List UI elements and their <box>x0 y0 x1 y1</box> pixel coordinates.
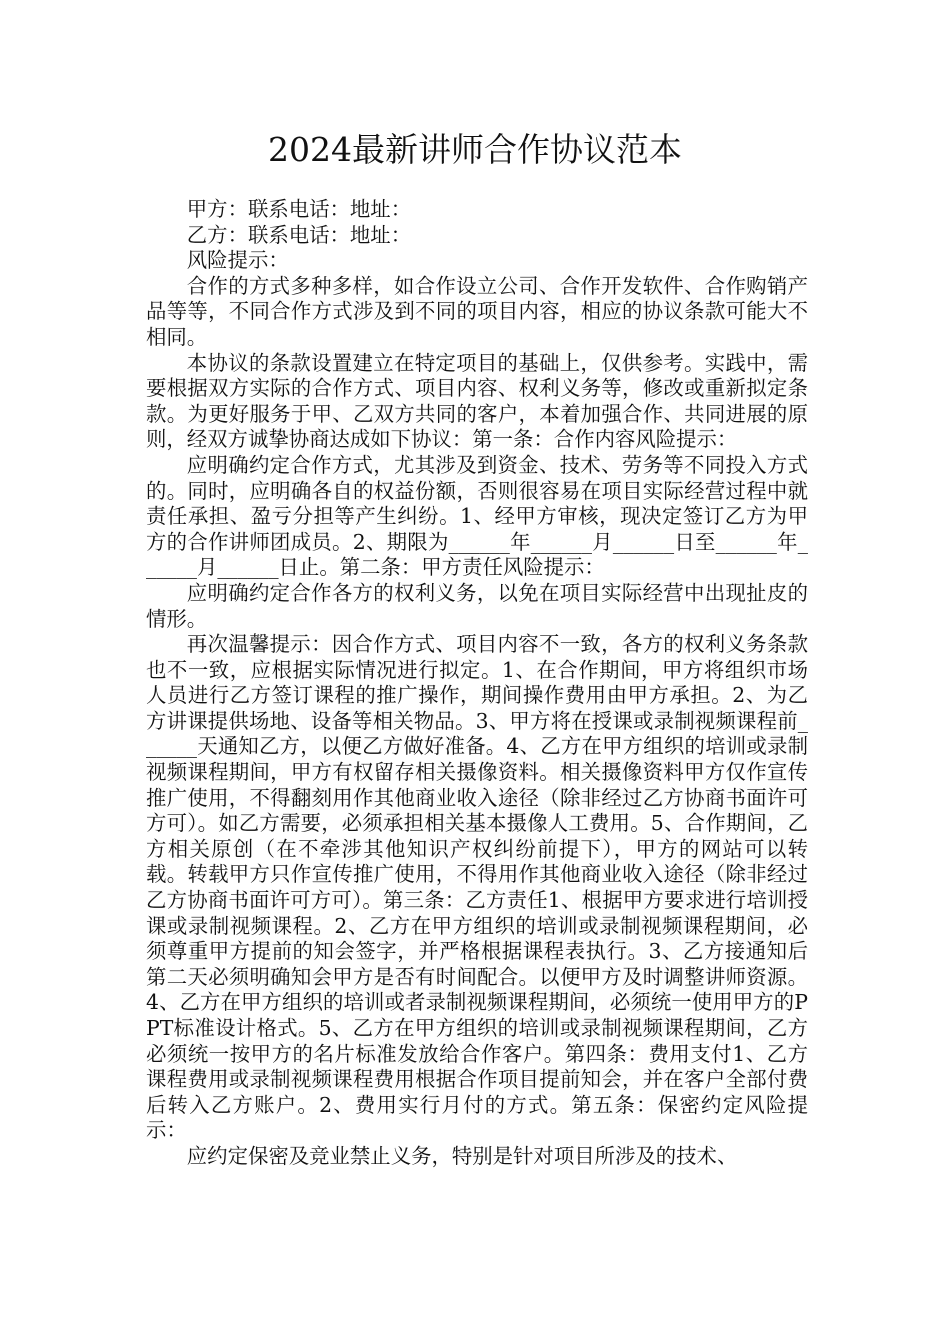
party-a-line: 甲方：联系电话：地址： <box>186 197 412 221</box>
paragraph-cooperation-content: 应明确约定合作方式，尤其涉及到资金、技术、劳务等不同投入方式的。同时，应明确各自的权益份额，否则很容易在项目实际经营过程中就责任承担、盈亏分担等产生纠纷。1、经甲方审核，现决定签订乙方为甲方的合作讲师团成员。2、期限为______年______月______日至______年______月______日止。第二条：甲方责任风险提示： <box>146 452 808 580</box>
risk-heading: 风险提示： <box>186 248 289 273</box>
document-body <box>146 197 808 1170</box>
document-title: 2024最新讲师合作协议范本 <box>268 130 682 169</box>
party-b-line: 乙方：联系电话：地址： <box>186 222 412 247</box>
paragraph-party-responsibilities: 再次温馨提示：因合作方式、项目内容不一致，各方的权利义务条款也不一致，应根据实际情况进行拟定。1、在合作期间，甲方将组织市场人员进行乙方签订课程的推广操作，期间操作费用由甲方承担。2、为乙方讲课提供场地、设备等相关物品。3、甲方将在授课或录制视频课程前______天通知乙方，以便乙方做好准备。4、乙方在甲方组织的培训或录制视频课程期间，甲方有权留存相关摄像资料。相关摄像资料甲方仅作宣传推广使用，不得翻刻用作其他商业收入途径（除非经过乙方协商书面许可方可）。如乙方需要，必须承担相关基本摄像人工费用。5、合作期间，乙方相关原创（在不牵涉其他知识产权纠纷前提下），甲方的网站可以转载。转载甲方只作宣传推广使用，不得用作其他商业收入途径（除非经过乙方协商书面许可方可）。第三条：乙方责任1、根据甲方要求进行培训授课或录制视频课程。2、乙方在甲方组织的培训或录制视频课程期间，必须尊重甲方提前的知会签字，并严格根据课程表执行。3、乙方接通知后第二天必须明确知会甲方是否有时间配合。以便甲方及时调整讲师资源。4、乙方在甲方组织的培训或者录制视频课程期间，必须统一使用甲方的PPT标准设计格式。5、乙方在甲方组织的培训或录制视频课程期间，乙方必须统一按甲方的名片标准发放给合作客户。第四条：费用支付1、乙方课程费用或录制视频课程费用根据合作项目提前知会，并在客户全部付费后转入乙方账户。2、费用实行月付的方式。第五条：保密约定风险提示： <box>146 632 808 1143</box>
paragraph-cooperation-methods: 合作的方式多种多样，如合作设立公司、合作开发软件、合作购销产品等等，不同合作方式涉及到不同的项目内容，相应的协议条款可能大不相同。 <box>146 273 808 349</box>
paragraph-rights-obligations: 应明确约定合作各方的权利义务，以免在项目实际经营中出现扯皮的情形。 <box>146 580 808 631</box>
paragraph-agreement-basis: 本协议的条款设置建立在特定项目的基础上，仅供参考。实践中，需要根据双方实际的合作方式、项目内容、权利义务等，修改或重新拟定条款。为更好服务于甲、乙双方共同的客户，本着加强合作、共同进展的原则，经双方诚挚协商达成如下协议：第一条：合作内容风险提示： <box>146 350 808 452</box>
paragraph-confidentiality: 应约定保密及竞业禁止义务，特别是针对项目所涉及的技术、 <box>186 1143 738 1168</box>
